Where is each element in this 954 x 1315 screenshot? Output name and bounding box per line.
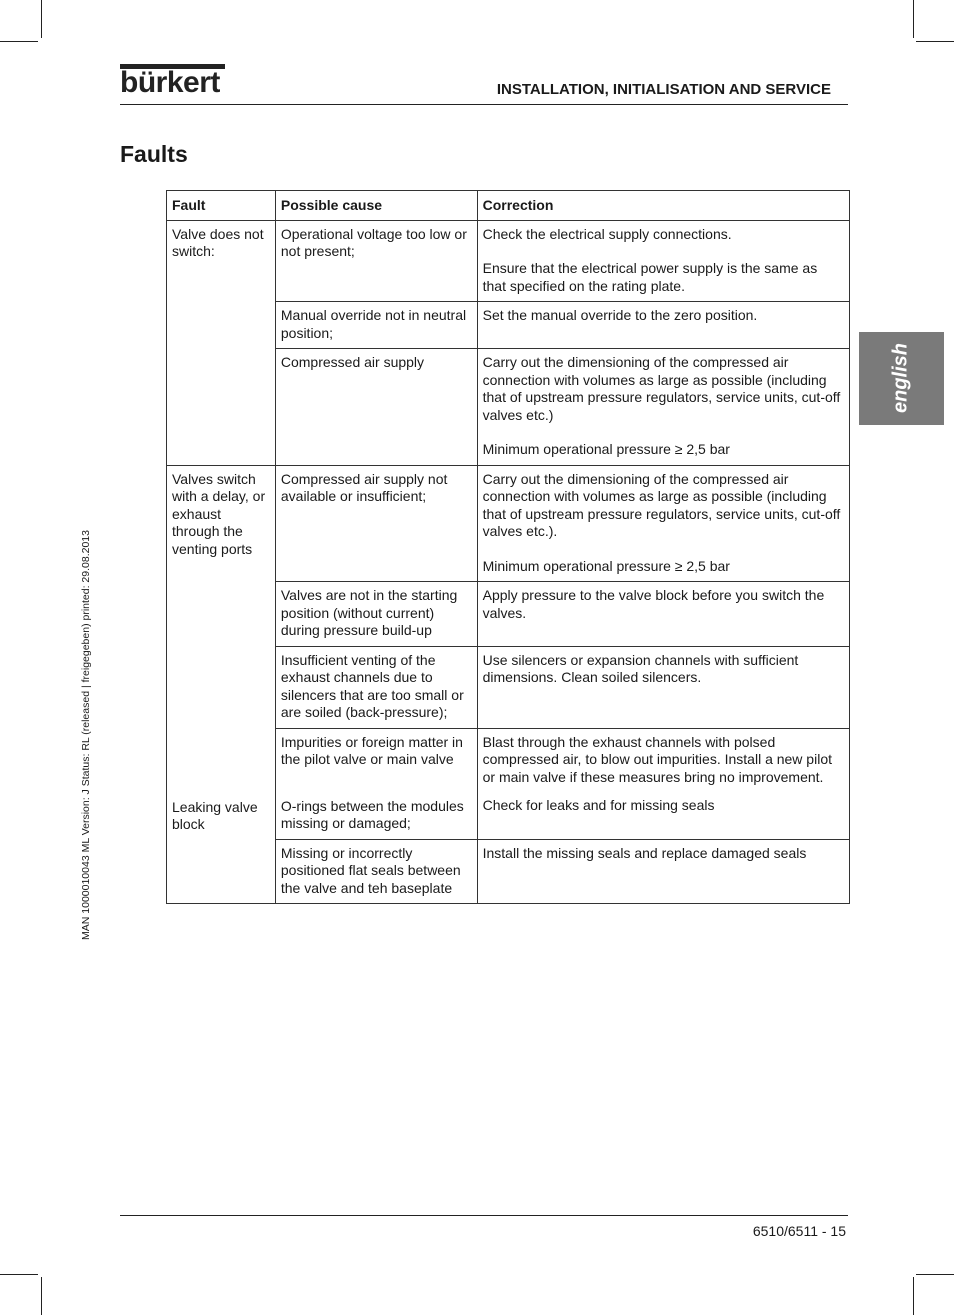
cause-text: Impurities or foreign matter in the pilot valve or main valve: [280, 733, 463, 767]
crop-mark: [916, 41, 954, 42]
fault-cell: [167, 465, 276, 904]
faults-table: [166, 190, 850, 904]
correction-text: Carry out the dimensioning of the compressed air connection with volumes as large as possible (including that of upstream pressure regulators, service units, cut-off valves etc.).: [482, 470, 841, 539]
section-title: INSTALLATION, INITIALISATION AND SERVICE: [496, 81, 831, 98]
correction-text: Use silencers or expansion channels with sufficient dimensions. Clean soiled silencers.: [482, 651, 799, 685]
header-divider: [120, 104, 848, 105]
cause-cell: [275, 728, 477, 839]
footer-divider: [120, 1215, 848, 1216]
cause-cell: Valves are not in the starting position (without current) during pressure build-up: [275, 582, 477, 647]
column-header: Correction: [477, 191, 849, 221]
burkert-logo: [120, 64, 225, 98]
correction-text: Set the manual override to the zero position.: [482, 307, 758, 323]
correction-text: Check for leaks and for missing seals: [482, 797, 715, 813]
correction-cell: [477, 220, 849, 302]
table-row: [167, 220, 850, 302]
crop-mark: [0, 1274, 38, 1275]
crop-mark: [0, 41, 38, 42]
correction-cell: [477, 839, 849, 904]
cause-cell: Insufficient venting of the exhaust channels due to silencers that are too small or are soiled (back-pressure);: [275, 646, 477, 728]
language-tab-label: english: [889, 342, 912, 414]
crop-mark: [916, 1274, 954, 1275]
correction-cell: [477, 465, 849, 582]
page-number: 6510/6511 - 15: [752, 1223, 846, 1239]
correction-cell: [477, 582, 849, 647]
cause-cell: Manual override not in neutral position;: [275, 302, 477, 349]
correction-cell: [477, 302, 849, 349]
document-version-note: MAN 1000010043 ML Version: J Status: RL (released | freigegeben) printed: 29.08.2013: [80, 530, 92, 940]
correction-text: Blast through the exhaust channels with polsed compressed air, to blow out impurities. Install a new pilot or main valve if these measures bring no improvement.: [482, 733, 832, 785]
correction-text: Check the electrical supply connections.: [482, 225, 732, 242]
cause-cell: Missing or incorrectly positioned flat seals between the valve and teh baseplate: [275, 839, 477, 904]
correction-text: Carry out the dimensioning of the compressed air connection with volumes as large as possible (including that of upstream pressure regulators, service units, cut-off valves etc.): [482, 354, 841, 423]
language-tab: [859, 332, 944, 425]
crop-mark: [41, 1277, 42, 1315]
cause-cell: Compressed air supply not available or insufficient;: [275, 465, 477, 582]
fault-text: Leaking valve block: [172, 798, 258, 832]
correction-cell: [477, 646, 849, 728]
correction-text: Apply pressure to the valve block before you switch the valves.: [482, 587, 825, 621]
crop-mark: [41, 0, 42, 38]
column-header: Fault: [167, 191, 276, 221]
fault-text: Valves switch with a delay, or exhaust through the venting ports: [172, 470, 266, 557]
fault-cell: Valve does not switch:: [167, 220, 276, 465]
cause-text: O-rings between the modules missing or damaged;: [280, 797, 464, 831]
table-header-row: [167, 191, 850, 221]
correction-text: Minimum operational pressure ≥ 2,5 bar: [482, 441, 730, 457]
correction-text: Install the missing seals and replace damaged seals: [482, 844, 807, 861]
page-title: Faults: [120, 141, 188, 167]
cause-cell: Compressed air supply: [275, 349, 477, 466]
column-header: Possible cause: [275, 191, 477, 221]
cause-cell: Operational voltage too low or not present;: [275, 220, 477, 302]
logo-text: bürkert: [120, 66, 220, 99]
correction-cell: [477, 728, 849, 839]
crop-mark: [913, 0, 914, 38]
correction-text: Ensure that the electrical power supply is the same as that specified on the rating plate.: [482, 260, 818, 294]
correction-text: Minimum operational pressure ≥ 2,5 bar: [482, 557, 730, 574]
crop-mark: [913, 1277, 914, 1315]
correction-cell: [477, 349, 849, 466]
table-row: [167, 465, 850, 582]
